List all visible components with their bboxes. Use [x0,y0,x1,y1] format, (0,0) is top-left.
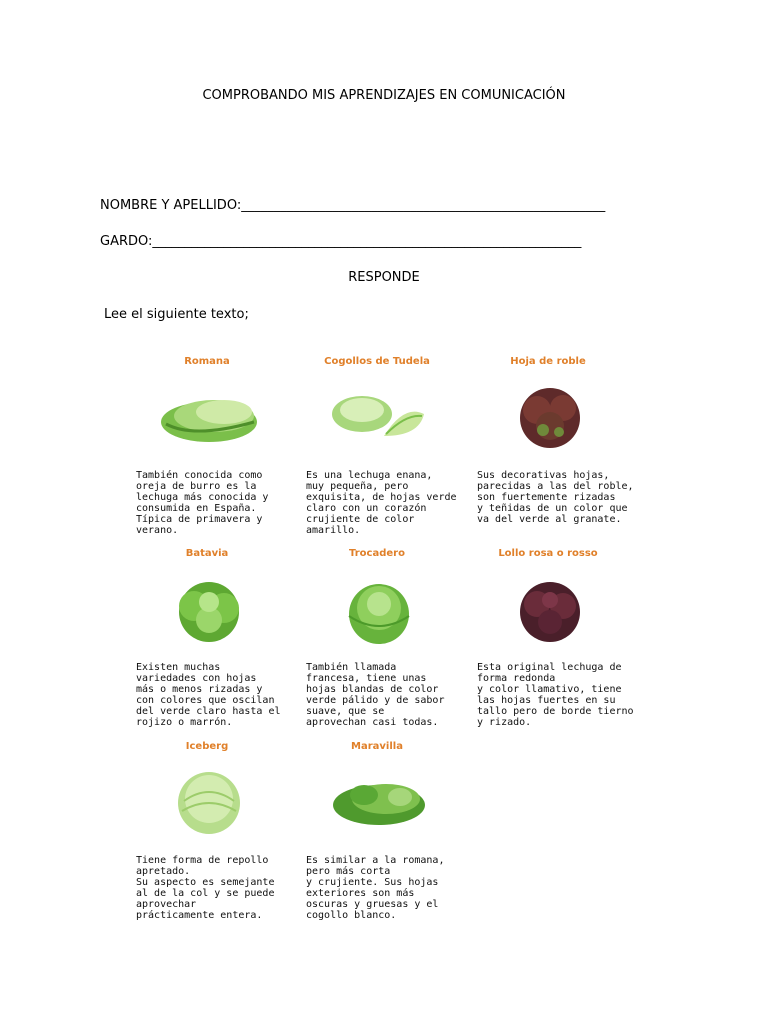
lettuce-card-iceberg [132,725,292,925]
lettuce-figure [132,340,634,925]
lettuce-description: Es similar a la romana, pero más corta y crujiente. Sus hojas exteriores son más oscuras y gruesas y el cogollo blanco. [306,855,445,921]
lettuce-description: Tiene forma de repollo apretado. Su aspecto es semejante al de la col y se puede aprovechar prácticamente entera. [136,855,275,921]
tudela-lettuce-icon [324,384,434,454]
lettuce-name: Cogollos de Tudela [324,356,430,367]
lettuce-description: También conocida como oreja de burro es la lechuga más conocida y consumida en España. Típica de primavera y verano. [136,470,269,536]
lettuce-name: Romana [184,356,230,367]
lettuce-name: Iceberg [185,741,229,752]
lettuce-name: Batavia [185,548,229,559]
lettuce-card-lollo-rosso [473,532,633,727]
lettuce-card-cogollos [302,340,462,535]
lettuce-description: También llamada francesa, tiene unas hojas blandas de color verde pálido y de sabor suave, que se aprovechan casi todas. [306,662,445,728]
lettuce-card-batavia [132,532,292,727]
lettuce-name: Hoja de roble [510,356,586,367]
respond-heading: RESPONDE [348,270,420,285]
lettuce-card-romana [132,340,292,535]
lettuce-description: Existen muchas variedades con hojas más o menos rizadas y con colores que oscilan del verde claro hasta el rojizo o marrón. [136,662,281,728]
trocadero-lettuce-icon [324,574,434,644]
lettuce-name: Trocadero [349,548,405,559]
lollo-rosso-lettuce-icon [495,574,605,644]
name-field-line: NOMBRE Y APELLIDO:________________________________________________________ [100,198,606,213]
romana-lettuce-icon [154,384,264,454]
lettuce-card-maravilla [302,725,462,925]
intro-text: Lee el siguiente texto; [104,307,249,322]
oak-leaf-lettuce-icon [495,380,605,450]
lettuce-description: Es una lechuga enana, muy pequeña, pero exquisita, de hojas verde claro con un corazón crujiente de color amarillo. [306,470,457,536]
iceberg-lettuce-icon [154,765,264,835]
document-title: COMPROBANDO MIS APRENDIZAJES EN COMUNICACIÓN [202,88,566,103]
lettuce-card-hoja-de-roble [473,340,633,535]
lettuce-card-trocadero [302,532,462,727]
grade-field-line: GARDO:__________________________________________________________________ [100,234,582,249]
batavia-lettuce-icon [154,574,264,644]
lettuce-name: Lollo rosa o rosso [498,548,598,559]
lettuce-description: Sus decorativas hojas, parecidas a las del roble, son fuertemente rizadas y teñidas de un color que va del verde al granate. [477,470,634,525]
lettuce-name: Maravilla [351,741,403,752]
maravilla-lettuce-icon [324,765,434,835]
lettuce-description: Esta original lechuga de forma redonda y color llamativo, tiene las hojas fuertes en su tallo pero de borde tierno y rizado. [477,662,634,728]
